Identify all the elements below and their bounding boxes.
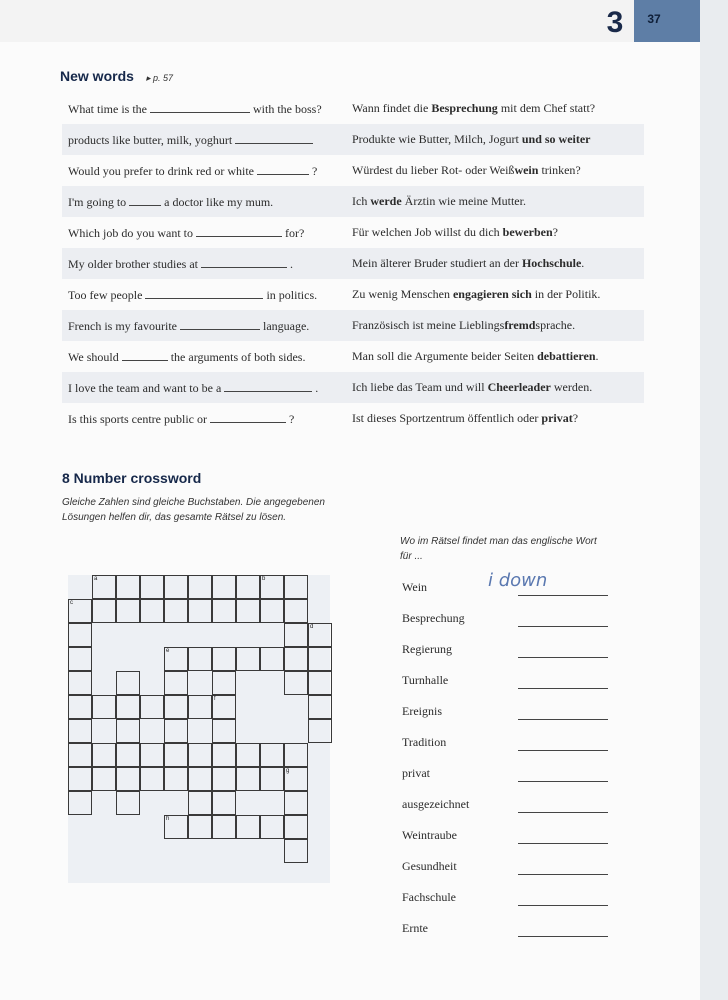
clue-letter: g	[286, 768, 290, 774]
german-text: .	[595, 349, 599, 363]
handwritten-answer: i down	[488, 570, 548, 591]
german-word: Wein	[402, 580, 428, 594]
english-text: with the boss?	[252, 102, 322, 116]
vocab-row	[62, 372, 644, 403]
clue-letter: c	[70, 600, 73, 606]
english-text: French is my favourite	[68, 319, 177, 333]
english-sentence	[68, 317, 309, 334]
answer-blank[interactable]	[122, 348, 168, 361]
vocab-row	[62, 155, 644, 186]
page-reference: ▸ p. 57	[146, 73, 174, 83]
german-sentence	[352, 348, 599, 364]
german-word: Gesundheit	[402, 859, 457, 873]
crossword-background	[68, 575, 330, 883]
english-text: My older brother studies at	[68, 257, 198, 271]
answer-line[interactable]	[518, 812, 608, 813]
clue-letter: a	[94, 576, 98, 582]
clue-letter: h	[166, 816, 170, 822]
german-sentence	[352, 131, 591, 147]
word-row	[402, 702, 608, 724]
german-sentence	[352, 255, 584, 271]
word-row	[402, 733, 608, 755]
page-margin-strip	[700, 0, 728, 1000]
answer-blank[interactable]	[150, 100, 250, 113]
english-sentence	[68, 224, 304, 241]
answer-blank[interactable]	[129, 193, 161, 206]
vocab-row	[62, 248, 644, 279]
vocab-row	[62, 310, 644, 341]
answer-blank[interactable]	[257, 162, 309, 175]
vocab-row	[62, 124, 644, 155]
german-text: ?	[572, 411, 579, 425]
english-text: language.	[262, 319, 310, 333]
german-keyword: wein	[514, 163, 539, 177]
answer-blank[interactable]	[180, 317, 260, 330]
clue-letter: d	[310, 624, 314, 630]
german-sentence	[352, 317, 575, 333]
german-keyword: Besprechung	[431, 101, 498, 115]
german-keyword: werde	[370, 194, 402, 208]
german-word: Turnhalle	[402, 673, 449, 687]
answer-line[interactable]	[518, 688, 608, 689]
answer-blank[interactable]	[210, 410, 286, 423]
english-sentence	[68, 348, 305, 365]
german-keyword: engagieren sich	[452, 287, 532, 301]
german-text: trinken?	[538, 163, 581, 177]
answer-blank[interactable]	[196, 224, 282, 237]
answer-line[interactable]	[518, 905, 608, 906]
german-sentence	[352, 286, 600, 302]
german-word: Ernte	[402, 921, 428, 935]
answer-line[interactable]	[518, 595, 608, 596]
english-text: Too few people	[68, 288, 143, 302]
answer-line[interactable]	[518, 936, 608, 937]
english-text: I'm going to	[68, 195, 127, 209]
header-band	[0, 0, 700, 42]
answer-line[interactable]	[518, 781, 608, 782]
german-keyword: privat	[541, 411, 573, 425]
new-words-title: New words	[60, 68, 134, 84]
vocab-row	[62, 341, 644, 372]
english-sentence	[68, 193, 273, 210]
crossword-instruction: Gleiche Zahlen sind gleiche Buchstaben. Die angegebenen Lösungen helfen dir, das gesamte Rätsel zu lösen.	[62, 497, 325, 523]
english-text: Which job do you want to	[68, 226, 193, 240]
english-sentence	[68, 379, 318, 396]
chapter-number: 3	[606, 6, 624, 39]
word-row	[402, 671, 608, 693]
word-row	[402, 764, 608, 786]
word-row	[402, 609, 608, 631]
german-word: privat	[402, 766, 430, 780]
english-sentence	[68, 100, 322, 117]
answer-blank[interactable]	[224, 379, 312, 392]
german-text: .	[581, 256, 585, 270]
english-text: .	[315, 381, 319, 395]
german-text: Produkte wie Butter, Milch, Jogurt	[352, 132, 522, 146]
word-row	[402, 826, 608, 848]
german-text: Man soll die Argumente beider Seiten	[352, 349, 538, 363]
word-row	[402, 570, 608, 600]
english-sentence	[68, 131, 316, 148]
vocab-row	[62, 403, 644, 434]
german-text: Wann findet die	[352, 101, 432, 115]
clue-letter: b	[262, 576, 266, 582]
german-keyword: und so weiter	[521, 132, 591, 146]
german-sentence	[352, 410, 578, 426]
german-sentence	[352, 100, 595, 116]
word-row	[402, 888, 608, 910]
english-text: in politics.	[266, 288, 318, 302]
answer-line[interactable]	[518, 874, 608, 875]
vocab-row	[62, 279, 644, 310]
german-sentence	[352, 162, 581, 178]
english-text: What time is the	[68, 102, 147, 116]
english-text: .	[289, 257, 293, 271]
german-text: ?	[552, 225, 558, 239]
german-text: Würdest du lieber Rot- oder Weiß	[352, 163, 515, 177]
english-text: for?	[284, 226, 305, 240]
german-text: werden.	[550, 380, 593, 394]
vocab-row	[62, 93, 644, 124]
german-word: Besprechung	[402, 611, 465, 625]
german-word: ausgezeichnet	[402, 797, 470, 811]
english-text: Would you prefer to drink red or white	[68, 164, 254, 178]
english-sentence	[68, 410, 294, 427]
english-sentence	[68, 255, 293, 272]
english-text: the arguments of both sides.	[170, 350, 306, 364]
answer-line[interactable]	[518, 750, 608, 751]
english-text: Is this sports centre public or	[68, 412, 207, 426]
german-text: mit dem Chef statt?	[497, 101, 596, 115]
english-sentence	[68, 286, 317, 303]
german-text: Ist dieses Sportzentrum öffentlich oder	[352, 411, 542, 425]
german-text: Ärztin wie meine Mutter.	[401, 194, 526, 208]
vocab-row	[62, 217, 644, 248]
word-row	[402, 919, 608, 941]
german-word: Weintraube	[402, 828, 458, 842]
german-keyword: fremd	[504, 318, 536, 332]
german-keyword: Cheerleader	[487, 380, 551, 394]
word-row	[402, 795, 608, 817]
german-sentence	[352, 379, 592, 395]
word-row	[402, 857, 608, 879]
german-text: Für welchen Job willst du dich	[352, 225, 503, 239]
answer-blank[interactable]	[235, 131, 313, 144]
english-text: a doctor like my mum.	[164, 195, 274, 209]
clue-letter: e	[166, 648, 170, 654]
german-text: Zu wenig Menschen	[352, 287, 453, 301]
german-keyword: debattieren	[537, 349, 596, 363]
german-text: sprache.	[535, 318, 576, 332]
german-keyword: bewerben	[502, 225, 553, 239]
english-text: I love the team and want to be a	[68, 381, 222, 395]
german-sentence	[352, 224, 558, 240]
german-sentence	[352, 193, 526, 209]
english-sentence	[68, 162, 317, 179]
german-text: Ich liebe das Team und will	[352, 380, 488, 394]
word-row	[402, 640, 608, 662]
vocab-row	[62, 186, 644, 217]
page-number: 37	[647, 12, 661, 26]
crossword-question: Wo im Rätsel findet man das englische Wort für ...	[400, 536, 597, 562]
english-text: ?	[311, 164, 318, 178]
german-text: Ich	[352, 194, 371, 208]
answer-line[interactable]	[518, 626, 608, 627]
crossword-title: 8 Number crossword	[62, 470, 202, 486]
german-word: Ereignis	[402, 704, 442, 718]
english-text: products like butter, milk, yoghurt	[68, 133, 233, 147]
answer-line[interactable]	[518, 657, 608, 658]
english-text: ?	[288, 412, 295, 426]
german-keyword: Hochschule	[521, 256, 582, 270]
answer-line[interactable]	[518, 843, 608, 844]
answer-line[interactable]	[518, 719, 608, 720]
german-word: Regierung	[402, 642, 452, 656]
answer-blank[interactable]	[145, 286, 263, 299]
german-word: Fachschule	[402, 890, 456, 904]
german-text: in der Politik.	[531, 287, 601, 301]
english-text: We should	[68, 350, 119, 364]
german-text: Französisch ist meine Lieblings	[352, 318, 505, 332]
german-word: Tradition	[402, 735, 447, 749]
clue-letter: f	[214, 696, 216, 702]
answer-blank[interactable]	[201, 255, 287, 268]
german-text: Mein älterer Bruder studiert an der	[352, 256, 522, 270]
